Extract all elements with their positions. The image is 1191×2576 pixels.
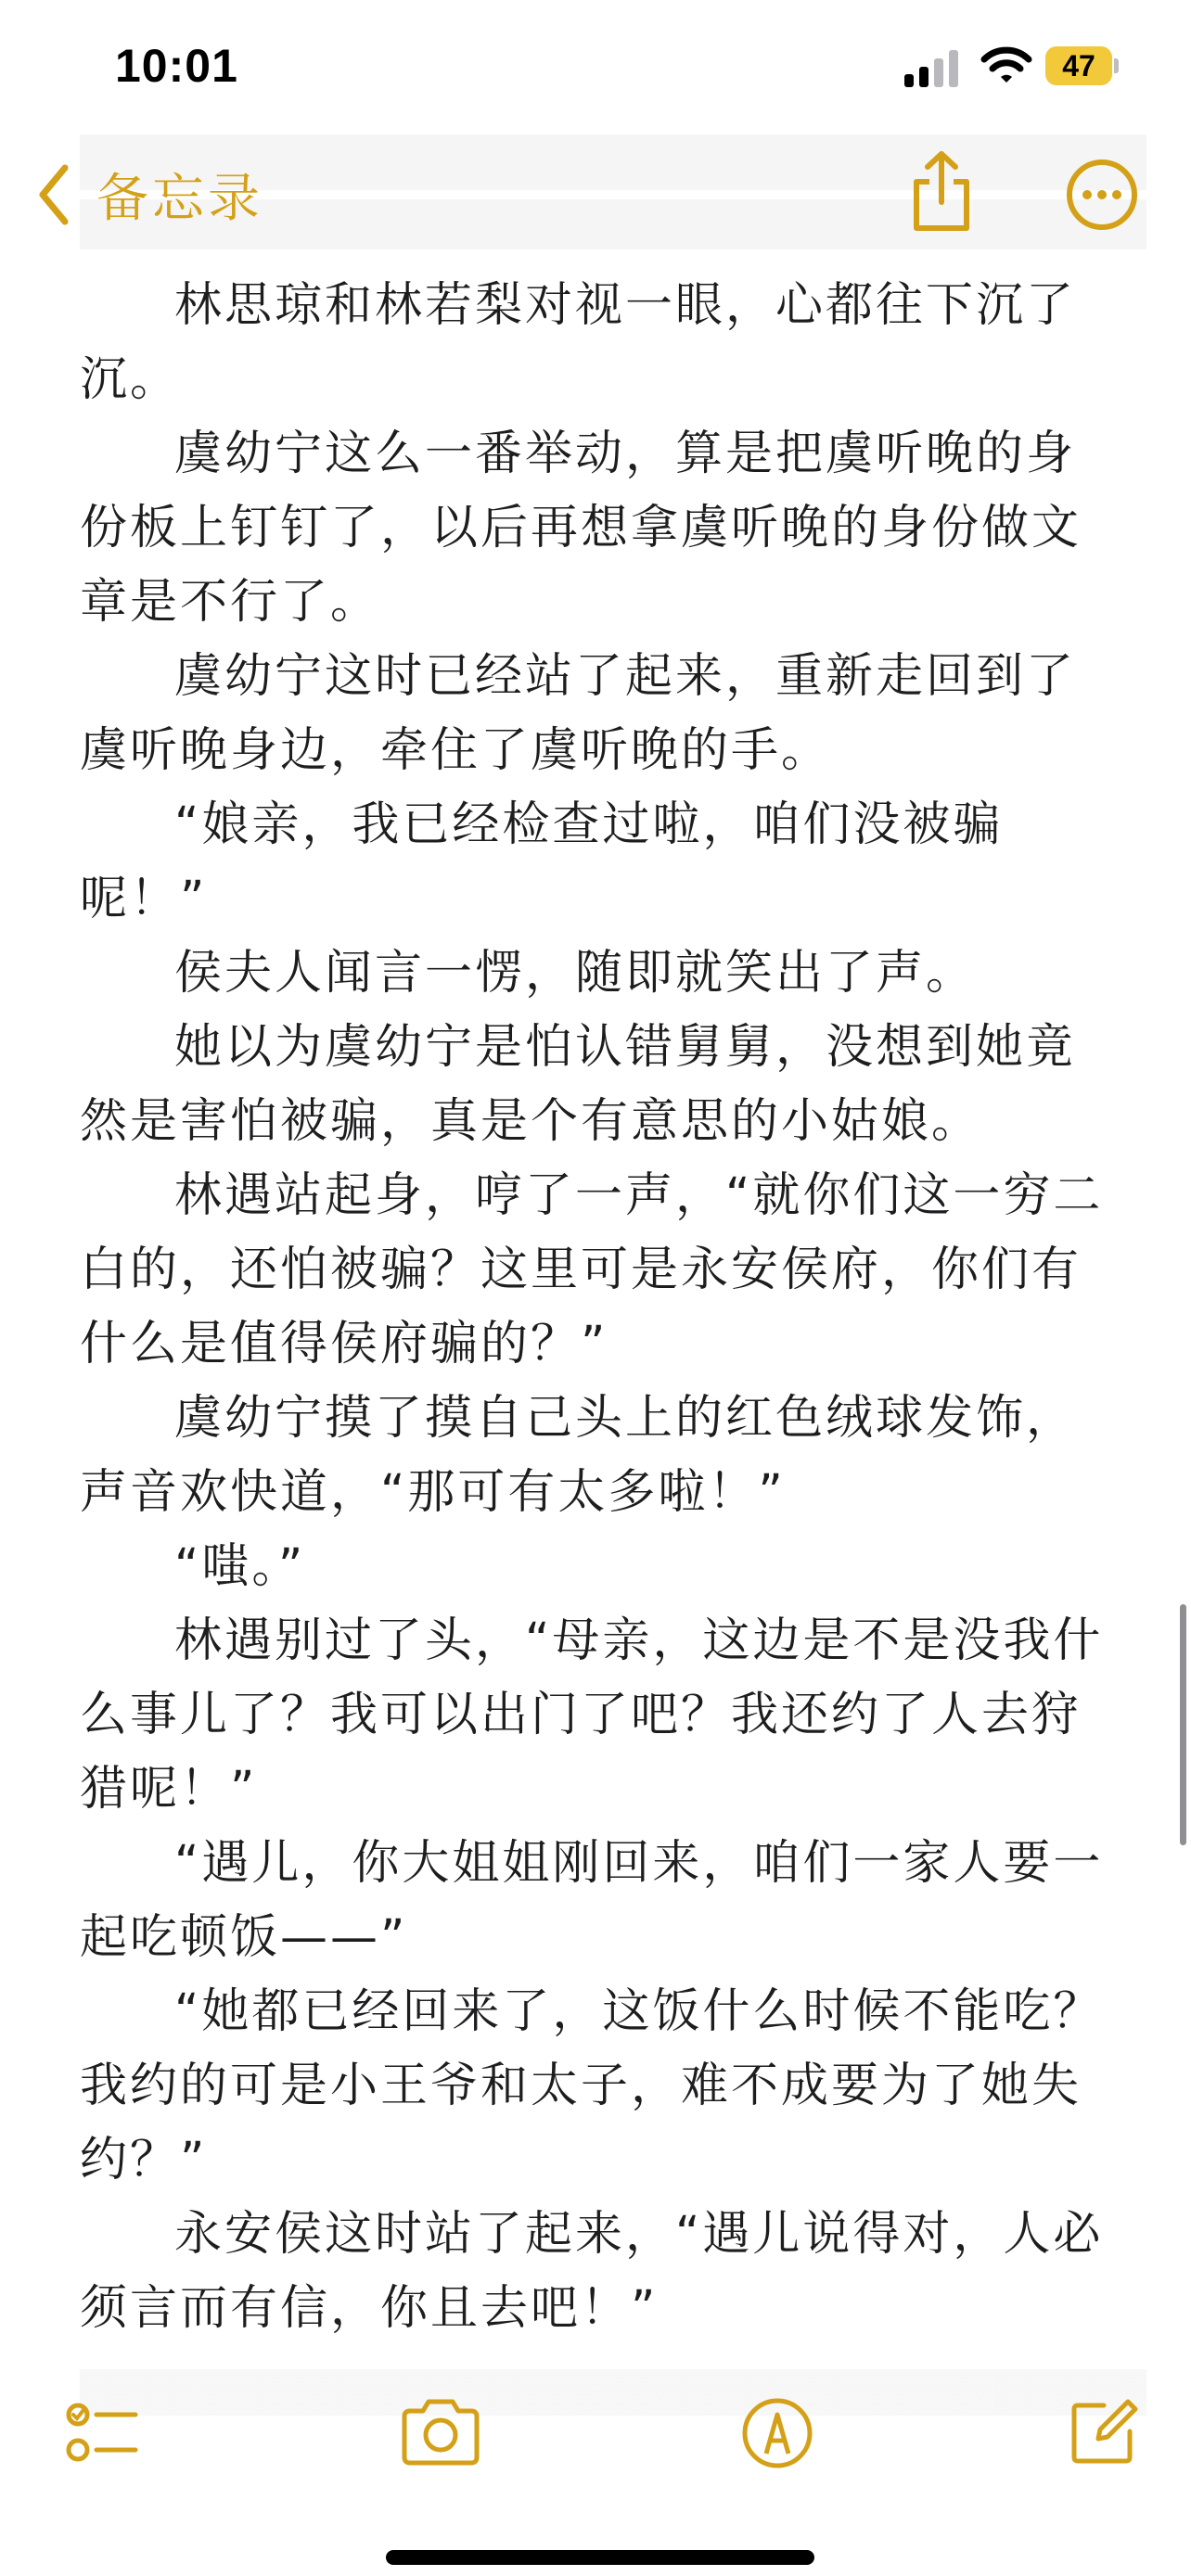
camera-icon[interactable]	[399, 2398, 482, 2467]
note-paragraph: 她以为虞幼宁是怕认错舅舅，没想到她竟然是害怕被骗，真是个有意思的小姑娘。	[80, 1020, 1077, 1149]
bottom-toolbar	[0, 2355, 1191, 2494]
more-icon[interactable]	[1065, 158, 1139, 232]
wifi-icon	[980, 45, 1032, 85]
note-paragraph: 侯夫人闻言一愣，随即就笑出了声。	[174, 946, 977, 1001]
note-paragraph: 林遇站起身，哼了一声，“就你们这一穷二白的，还怕被骗？这里可是永安侯府，你们有什么是值得侯府骗的？”	[80, 1168, 1104, 1371]
note-paragraph: 林遇别过了头，“母亲，这边是不是没我什么事儿了？我可以出门了吧？我还约了人去狩猎呢！”	[80, 1613, 1104, 1817]
cellular-signal-icon	[904, 50, 960, 87]
status-bar	[0, 0, 1191, 139]
note-paragraph: “遇儿，你大姐姐刚回来，咱们一家人要一起吃顿饭——”	[80, 1836, 1104, 1965]
note-paragraph: 虞幼宁这么一番举动，算是把虞听晚的身份板上钉钉了，以后再想拿虞听晚的身份做文章是不行了。	[80, 427, 1082, 630]
note-paragraph: “嗤。”	[174, 1539, 306, 1594]
compose-icon[interactable]	[1067, 2394, 1141, 2468]
note-paragraph: “她都已经回来了，这饭什么时候不能吃？我约的可是小王爷和太子，难不成要为了她失约？”	[80, 1984, 1104, 2187]
battery-icon	[1045, 46, 1120, 85]
checklist-icon[interactable]	[65, 2396, 139, 2470]
share-icon[interactable]	[907, 148, 976, 234]
note-paragraph: 永安侯这时站了起来，“遇儿说得对，人必须言而有信，你且去吧！”	[80, 2207, 1104, 2336]
markup-icon[interactable]	[740, 2396, 814, 2470]
note-body[interactable]	[80, 269, 1119, 2346]
status-time: 10:01	[115, 40, 238, 92]
note-paragraph: 虞幼宁这时已经站了起来，重新走回到了虞听晚身边，牵住了虞听晚的手。	[80, 649, 1077, 778]
note-paragraph: 林思琼和林若梨对视一眼，心都往下沉了沉。	[80, 278, 1077, 407]
home-indicator[interactable]	[386, 2550, 814, 2565]
battery-nub	[1114, 58, 1119, 73]
back-button[interactable]	[35, 158, 263, 232]
note-paragraph: 虞幼宁摸了摸自己头上的红色绒球发饰，声音欢快道，“那可有太多啦！”	[80, 1391, 1077, 1520]
nav-bar	[0, 139, 1191, 250]
chevron-left-icon	[35, 162, 72, 227]
back-label: 备忘录	[96, 169, 263, 229]
scroll-indicator[interactable]	[1180, 1604, 1186, 1845]
battery-percent: 47	[1062, 49, 1095, 83]
note-paragraph: “娘亲，我已经检查过啦，咱们没被骗呢！”	[80, 797, 1004, 926]
